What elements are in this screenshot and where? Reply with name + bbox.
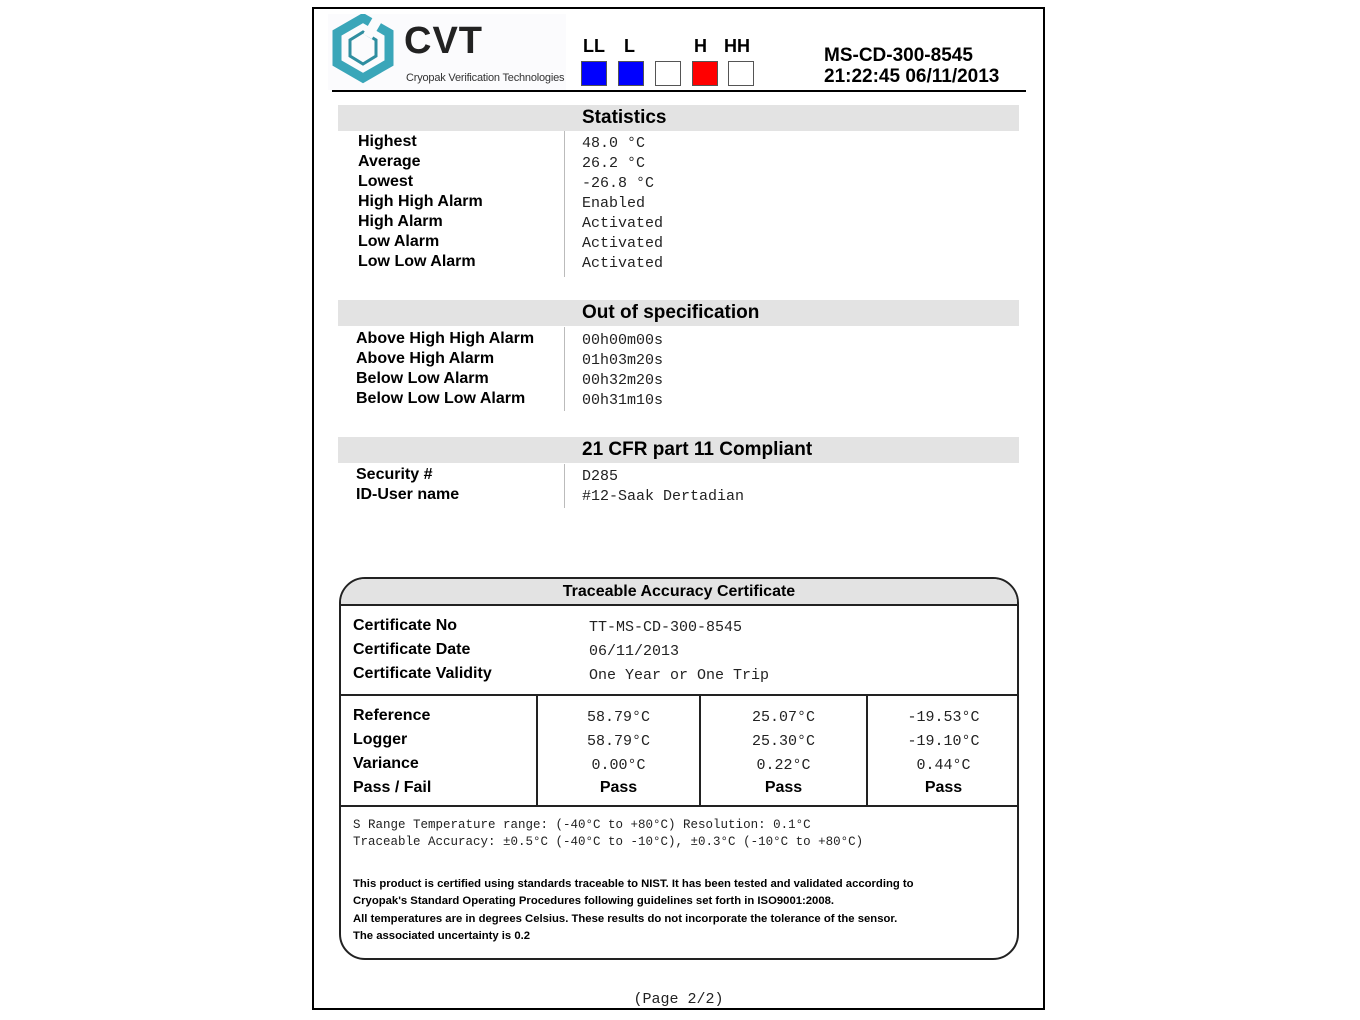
legend-label-ll: LL xyxy=(583,36,605,56)
out-of-spec-title: Out of specification xyxy=(582,302,760,323)
pass-fail-result: Pass xyxy=(599,779,638,796)
certification-note xyxy=(353,876,1003,945)
stat-label: High Alarm xyxy=(358,213,443,230)
table-cell: -19.10°C xyxy=(907,733,980,750)
spec-value: 00h32m20s xyxy=(582,372,664,389)
legend-swatch-ll xyxy=(581,61,607,86)
cfr-header xyxy=(338,437,1019,463)
pass-fail-result: Pass xyxy=(764,779,803,796)
cfr-title: 21 CFR part 11 Compliant xyxy=(582,439,813,460)
hexagon-logo-icon xyxy=(328,14,398,84)
stat-label: Low Alarm xyxy=(358,233,440,250)
table-cell: 0.22°C xyxy=(756,757,811,774)
legend-swatch-hh xyxy=(728,61,754,86)
logo-name: CVT xyxy=(404,20,483,62)
spec-label: Above High High Alarm xyxy=(356,330,535,347)
spec-line: Traceable Accuracy: ±0.5°C (-40°C to -10°C), ±0.3°C (-10°C to +80°C) xyxy=(353,835,864,849)
certificate-title: Traceable Accuracy Certificate xyxy=(562,583,796,600)
stat-value: -26.8 °C xyxy=(582,175,655,192)
table-row-label: Logger xyxy=(353,731,408,748)
note-line: The associated uncertainty is 0.2 xyxy=(353,929,531,942)
certificate-divider xyxy=(341,694,1017,696)
stat-label: Highest xyxy=(358,133,417,150)
cfr-value: D285 xyxy=(582,468,619,485)
document-id-block xyxy=(824,45,999,87)
legend-swatch-normal xyxy=(655,61,681,86)
certificate-header xyxy=(341,579,1017,606)
certificate-info-label: Certificate No xyxy=(353,617,458,634)
company-logo xyxy=(328,14,566,90)
stat-value: 26.2 °C xyxy=(582,155,646,172)
out-of-spec-header xyxy=(338,300,1019,326)
table-row-label: Reference xyxy=(353,707,431,724)
stat-value: Activated xyxy=(582,235,664,252)
table-cell: 58.79°C xyxy=(586,709,650,726)
table-cell: 0.44°C xyxy=(916,757,971,774)
table-cell: -19.53°C xyxy=(907,709,980,726)
legend-swatch-h xyxy=(692,61,718,86)
legend-swatch-l xyxy=(618,61,644,86)
certificate-info-value: 06/11/2013 xyxy=(589,643,680,660)
note-line: All temperatures are in degrees Celsius. These results do not incorporate the tolerance of the sensor. xyxy=(353,912,898,925)
pass-fail-result: Pass xyxy=(924,779,963,796)
stat-label: Average xyxy=(358,153,421,170)
spec-line: S Range Temperature range: (-40°C to +80°C) Resolution: 0.1°C xyxy=(353,818,811,832)
statistics-title: Statistics xyxy=(582,107,667,128)
certificate-info-value: One Year or One Trip xyxy=(589,667,770,684)
note-line: This product is certified using standards traceable to NIST. It has been tested and validated according to xyxy=(353,878,914,890)
certificate-info-label: Certificate Date xyxy=(353,641,471,658)
statistics-header xyxy=(338,105,1019,131)
spec-value: 01h03m20s xyxy=(582,352,664,369)
stat-label: Lowest xyxy=(358,173,414,190)
document-id: MS-CD-300-8545 xyxy=(824,45,973,66)
stat-value: Activated xyxy=(582,215,664,232)
logo-tagline: Cryopak Verification Technologies xyxy=(406,72,565,84)
spec-value: 00h00m00s xyxy=(582,332,664,349)
spec-label: Above High Alarm xyxy=(356,350,495,367)
table-row-label: Pass / Fail xyxy=(353,779,432,796)
note-line: Cryopak's Standard Operating Procedures following guidelines set forth in ISO9001:2008. xyxy=(353,895,835,908)
statistics-divider xyxy=(564,131,565,277)
table-cell: 25.30°C xyxy=(751,733,815,750)
certificate-info-value: TT-MS-CD-300-8545 xyxy=(589,619,743,636)
cfr-value: #12-Saak Dertadian xyxy=(582,488,745,505)
certificate-info-label: Certificate Validity xyxy=(353,665,492,682)
spec-value: 00h31m10s xyxy=(582,392,664,409)
table-cell: 0.00°C xyxy=(591,757,646,774)
accuracy-certificate xyxy=(339,577,1019,960)
table-cell: 25.07°C xyxy=(751,709,815,726)
stat-value: 48.0 °C xyxy=(582,135,646,152)
page-number: (Page 2/2) xyxy=(633,991,724,1008)
cfr-divider xyxy=(564,464,565,508)
spec-label: Below Low Alarm xyxy=(356,370,489,387)
cfr-label: Security # xyxy=(356,466,433,483)
cfr-label: ID-User name xyxy=(356,486,460,503)
document-page xyxy=(312,7,1045,1010)
spec-label: Below Low Low Alarm xyxy=(356,390,526,407)
legend-label-l: L xyxy=(624,36,635,56)
legend-label-hh: HH xyxy=(724,36,750,56)
stat-label: High High Alarm xyxy=(358,193,483,210)
legend-label-h: H xyxy=(694,36,707,56)
table-cell: 58.79°C xyxy=(586,733,650,750)
document-timestamp: 21:22:45 06/11/2013 xyxy=(824,66,1000,87)
out-of-spec-divider xyxy=(564,327,565,411)
header-divider xyxy=(332,90,1026,92)
certificate-divider xyxy=(341,805,1017,807)
table-row-label: Variance xyxy=(353,755,419,772)
stat-label: Low Low Alarm xyxy=(358,253,476,270)
stat-value: Enabled xyxy=(582,195,646,212)
stat-value: Activated xyxy=(582,255,664,272)
